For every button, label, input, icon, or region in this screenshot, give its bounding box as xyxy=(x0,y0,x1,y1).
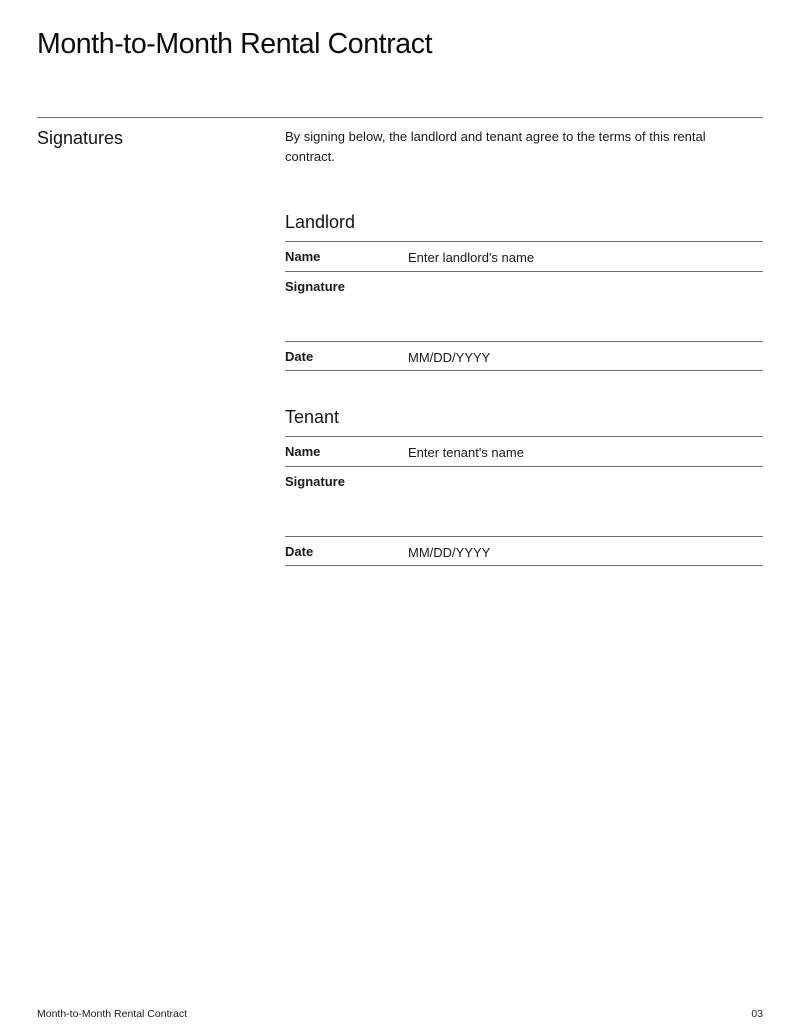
footer-document-name: Month-to-Month Rental Contract xyxy=(37,1008,187,1020)
section-divider xyxy=(37,117,763,118)
tenant-name-label: Name xyxy=(285,444,321,459)
landlord-signature-rule xyxy=(285,341,763,342)
landlord-signature-label: Signature xyxy=(285,279,345,294)
tenant-signature-field[interactable] xyxy=(285,467,763,535)
landlord-heading-rule xyxy=(285,241,763,242)
tenant-date-rule xyxy=(285,565,763,566)
section-label-signatures: Signatures xyxy=(37,128,124,148)
landlord-date-field[interactable]: MM/DD/YYYY xyxy=(408,350,491,365)
tenant-signature-label: Signature xyxy=(285,474,345,489)
signatures-intro-text: By signing below, the landlord and tenant agree to the terms of this rental contract. xyxy=(285,129,706,164)
tenant-heading: Tenant xyxy=(285,407,340,427)
landlord-name-field[interactable]: Enter landlord's name xyxy=(408,250,535,265)
document-title: Month-to-Month Rental Contract xyxy=(37,28,433,60)
footer-page-number: 03 xyxy=(751,1008,763,1020)
landlord-date-label: Date xyxy=(285,349,314,364)
tenant-date-label: Date xyxy=(285,544,314,559)
landlord-name-label: Name xyxy=(285,249,321,264)
tenant-date-field[interactable]: MM/DD/YYYY xyxy=(408,545,491,560)
tenant-name-field[interactable]: Enter tenant's name xyxy=(408,445,524,460)
landlord-heading: Landlord xyxy=(285,212,356,232)
landlord-signature-field[interactable] xyxy=(285,272,763,340)
tenant-signature-rule xyxy=(285,536,763,537)
tenant-heading-rule xyxy=(285,436,763,437)
landlord-date-rule xyxy=(285,370,763,371)
